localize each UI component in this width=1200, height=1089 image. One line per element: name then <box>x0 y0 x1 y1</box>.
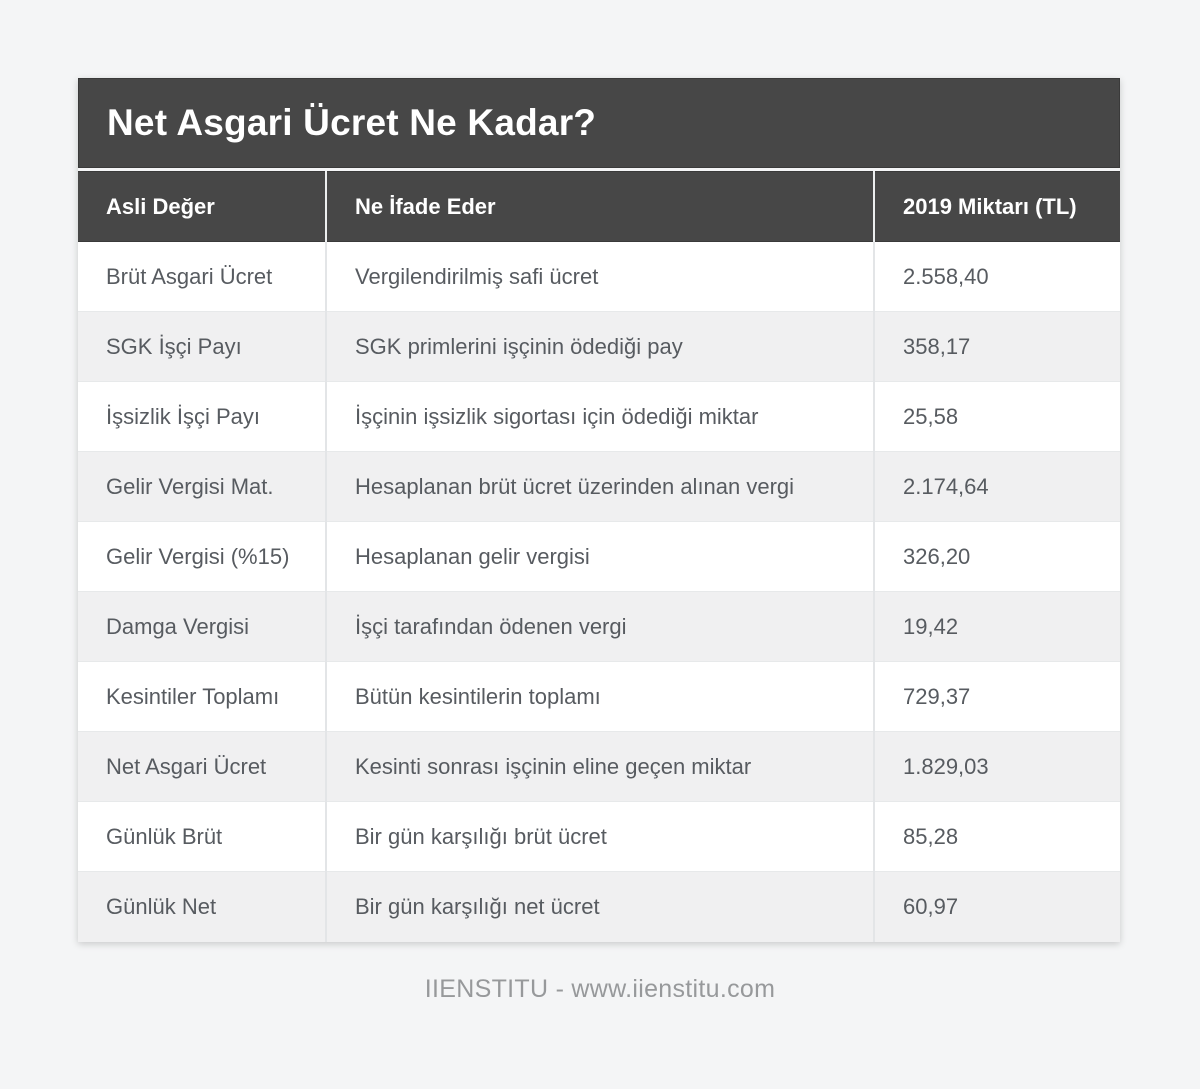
table-row <box>78 802 1120 872</box>
row-label-cell: Net Asgari Ücret <box>106 753 267 779</box>
row-amount-cell: 2.174,64 <box>874 452 1120 522</box>
table-row <box>78 452 1120 522</box>
table-body <box>78 242 1120 942</box>
row-description-cell: Kesinti sonrası işçinin eline geçen miktar <box>326 732 874 802</box>
row-label-cell: Günlük Net <box>106 893 217 919</box>
column-header-asli-deger: Asli Değer <box>78 172 326 242</box>
row-description-cell: İşçi tarafından ödenen vergi <box>326 592 874 662</box>
row-amount-cell: 60,97 <box>874 872 1120 942</box>
row-description-cell: Bütün kesintilerin toplamı <box>326 662 874 732</box>
row-amount-cell: 729,37 <box>874 662 1120 732</box>
row-amount-cell: 358,17 <box>874 312 1120 382</box>
row-amount-cell: 85,28 <box>874 802 1120 872</box>
table-row <box>78 382 1120 452</box>
row-label-cell: Brüt Asgari Ücret <box>106 263 273 289</box>
row-label-cell: Günlük Brüt <box>106 823 223 849</box>
row-amount-cell: 326,20 <box>874 522 1120 592</box>
table-header <box>78 172 1120 242</box>
column-header-ne-ifade-eder: Ne İfade Eder <box>326 172 874 242</box>
wage-table-card <box>78 78 1120 942</box>
row-label-cell: İşsizlik İşçi Payı <box>106 403 261 429</box>
table-row <box>78 662 1120 732</box>
row-amount-cell: 25,58 <box>874 382 1120 452</box>
page-title: Net Asgari Ücret Ne Kadar? <box>107 102 597 143</box>
row-label-cell: Gelir Vergisi Mat. <box>106 473 274 499</box>
row-amount-cell: 2.558,40 <box>874 242 1120 312</box>
row-description-cell: Vergilendirilmiş safi ücret <box>326 242 874 312</box>
table-row <box>78 522 1120 592</box>
row-label-cell: Damga Vergisi <box>106 613 250 639</box>
table-title-bar <box>78 78 1120 168</box>
table-row <box>78 872 1120 942</box>
column-header-row <box>78 172 1120 242</box>
row-description-cell: Hesaplanan brüt ücret üzerinden alınan vergi <box>326 452 874 522</box>
row-description-cell: Hesaplanan gelir vergisi <box>326 522 874 592</box>
table-row <box>78 732 1120 802</box>
footer-credit: IIENSTITU - www.iienstitu.com <box>424 975 776 1003</box>
row-description-cell: İşçinin işsizlik sigortası için ödediği miktar <box>326 382 874 452</box>
row-amount-cell: 19,42 <box>874 592 1120 662</box>
row-label-cell: Kesintiler Toplamı <box>106 683 280 709</box>
row-description-cell: Bir gün karşılığı net ücret <box>326 872 874 942</box>
row-description-cell: Bir gün karşılığı brüt ücret <box>326 802 874 872</box>
column-header-2019-miktari: 2019 Miktarı (TL) <box>874 172 1120 242</box>
row-description-cell: SGK primlerini işçinin ödediği pay <box>326 312 874 382</box>
row-label-cell: SGK İşçi Payı <box>106 333 242 359</box>
table-row <box>78 592 1120 662</box>
table-row <box>78 242 1120 312</box>
row-label-cell: Gelir Vergisi (%15) <box>106 543 290 569</box>
row-amount-cell: 1.829,03 <box>874 732 1120 802</box>
table-row <box>78 312 1120 382</box>
wage-table <box>78 171 1120 942</box>
